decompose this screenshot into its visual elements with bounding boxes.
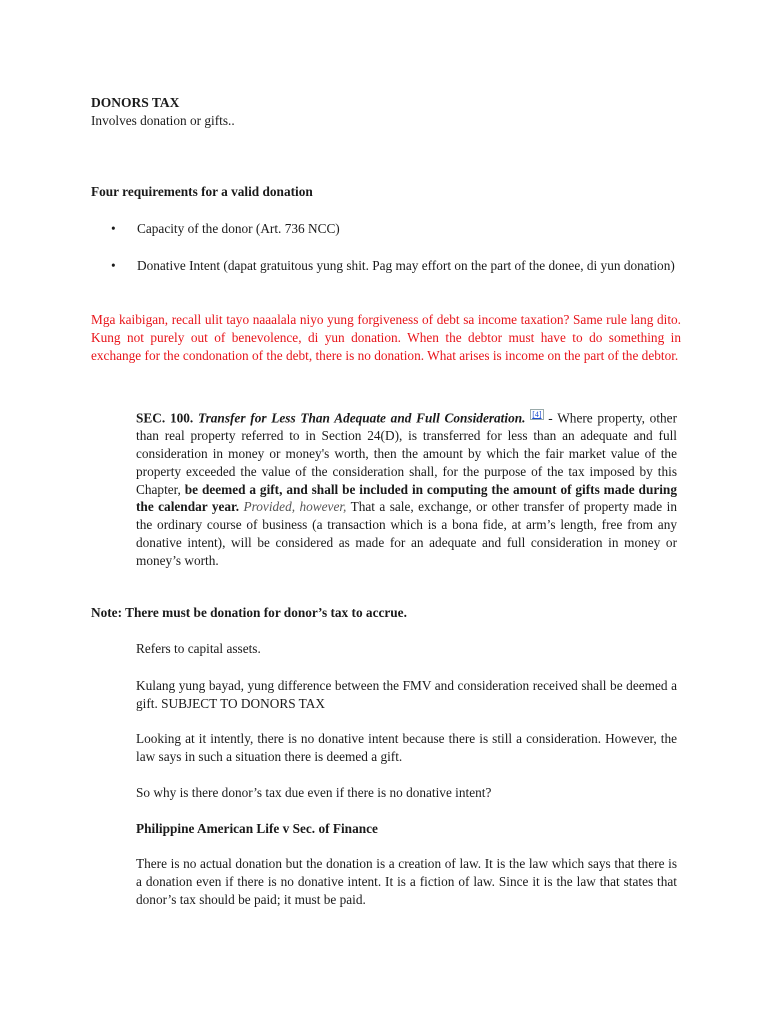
requirements-list — [91, 220, 681, 294]
section-heading: Transfer for Less Than Adequate and Full Consideration. — [197, 410, 526, 426]
section-bold-text: be deemed a gift, and shall be included in computing the amount of gifts made during the calendar year. — [136, 481, 677, 515]
paragraph: So why is there donor’s tax due even if there is no donative intent? — [136, 785, 492, 800]
requirement-text: Donative Intent (dapat gratuitous yung shit. Pag may effort on the part of the donee, di yun donation) — [137, 258, 675, 273]
footnote-link[interactable]: [4] — [532, 410, 542, 419]
section-text-1: - Where property, other than real property referred to in Section 24(D), is transferred for less than an adequate and full consideration in money or money's worth, then the amount by which the fair market value of the property exceeded the value of the consideration shall, for the purpose of the tax imposed by this Chapter, — [136, 410, 678, 497]
doc-title: DONORS TAX — [91, 95, 180, 110]
paragraph: Refers to capital assets. — [136, 641, 261, 656]
list-item — [91, 220, 681, 238]
requirement-text: Capacity of the donor (Art. 736 NCC) — [137, 221, 340, 236]
bullet-icon: • — [111, 258, 116, 273]
list-item — [91, 257, 681, 275]
paragraph: There is no actual donation but the donation is a creation of law. It is the law which says that there is a donation even if there is no donative intent. It is a fiction of law. Since it is the law that states that donor’s tax should be paid; it must be paid. — [136, 856, 677, 907]
paragraph: Kulang yung bayad, yung difference between the FMV and consideration received shall be deemed a gift. SUBJECT TO DONORS TAX — [136, 678, 677, 711]
paragraph: Looking at it intently, there is no donative intent because there is still a consideration. However, the law says in such a situation there is deemed a gift. — [136, 731, 677, 764]
case-title: Philippine American Life v Sec. of Finance — [136, 821, 378, 836]
section-proviso: Provided, however, — [243, 499, 347, 515]
section-label: SEC. 100. — [136, 410, 194, 426]
section-100-block — [136, 406, 677, 570]
section-text-2: That a sale, exchange, or other transfer of property made in the ordinary course of business (a transaction which is a bona fide, at arm’s length, free from any donative intent), will be considered as made for an adequate and full consideration in money or money’s worth. — [136, 499, 677, 568]
bullet-icon: • — [111, 221, 116, 236]
note-line: Note: There must be donation for donor’s tax to accrue. — [91, 605, 407, 620]
red-note: Mga kaibigan, recall ulit tayo naaalala niyo yung forgiveness of debt sa income taxation? Same rule lang dito. Kung not purely out of benevolence, di yun donation. When the debtor must have to do something in exchange for the condonation of the debt, there is no donation. What arises is income on the part of the debtor. — [91, 312, 681, 363]
requirements-heading: Four requirements for a valid donation — [91, 184, 313, 199]
doc-subtitle: Involves donation or gifts.. — [91, 113, 235, 128]
